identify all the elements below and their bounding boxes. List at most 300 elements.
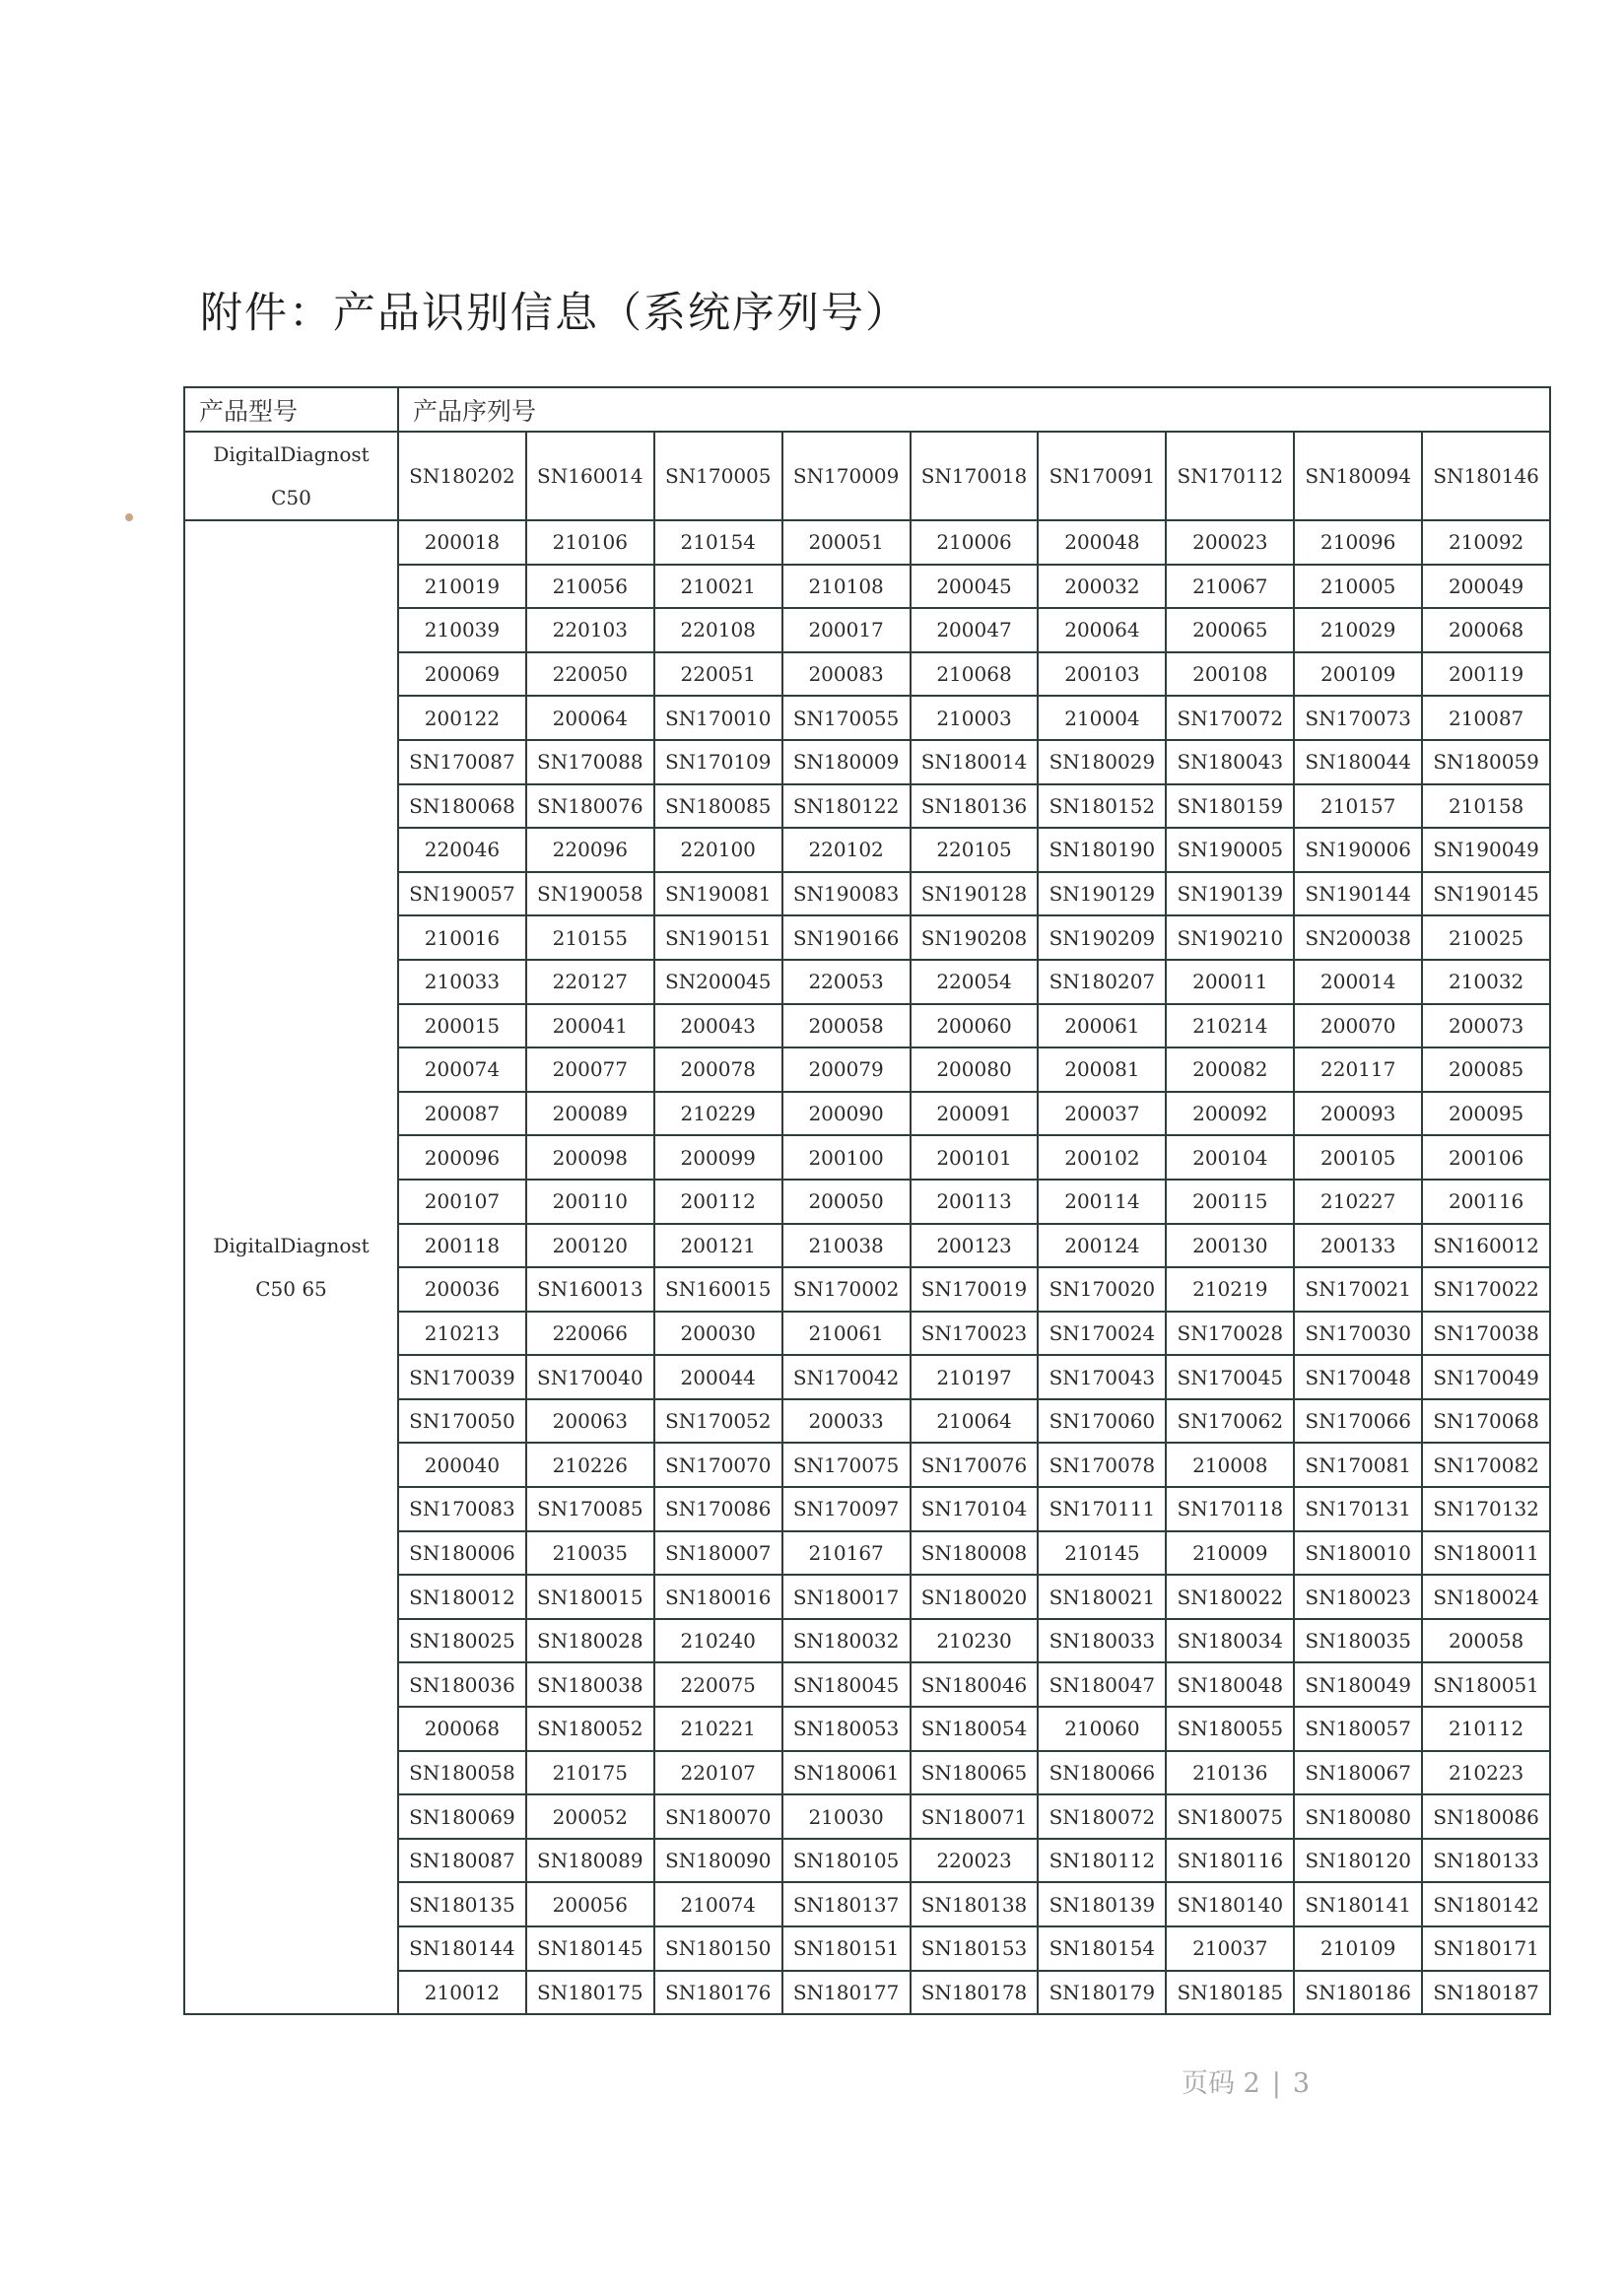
serial-number-cell: SN170018 xyxy=(911,432,1039,520)
serial-number-cell: SN190208 xyxy=(911,915,1039,960)
serial-number-cell: SN170087 xyxy=(398,740,526,784)
serial-number-cell: 210068 xyxy=(911,652,1039,697)
serial-number-cell: SN180122 xyxy=(782,784,911,829)
serial-number-cell: SN180159 xyxy=(1166,784,1294,829)
serial-number-cell: 220105 xyxy=(911,828,1039,872)
serial-number-cell: SN180017 xyxy=(782,1575,911,1619)
serial-number-cell: 210112 xyxy=(1422,1707,1550,1751)
serial-number-cell: 210003 xyxy=(911,696,1039,740)
serial-number-cell: 210145 xyxy=(1038,1531,1166,1576)
serial-number-cell: 210016 xyxy=(398,915,526,960)
serial-number-cell: 200118 xyxy=(398,1224,526,1268)
serial-number-cell: SN180055 xyxy=(1166,1707,1294,1751)
serial-number-cell: 210108 xyxy=(782,565,911,609)
serial-number-cell: SN190210 xyxy=(1166,915,1294,960)
serial-number-cell: SN170030 xyxy=(1294,1312,1422,1356)
serial-number-cell: SN180070 xyxy=(654,1794,782,1839)
header-serial-number: 产品序列号 xyxy=(398,387,1550,432)
serial-number-cell: SN180150 xyxy=(654,1926,782,1971)
serial-number-cell: 200036 xyxy=(398,1267,526,1312)
serial-number-cell: 200133 xyxy=(1294,1224,1422,1268)
serial-number-cell: 210060 xyxy=(1038,1707,1166,1751)
serial-number-cell: SN180141 xyxy=(1294,1882,1422,1926)
serial-number-cell: 210226 xyxy=(526,1443,654,1487)
serial-number-cell: SN180080 xyxy=(1294,1794,1422,1839)
serial-number-cell: SN190144 xyxy=(1294,872,1422,916)
serial-number-cell: SN170005 xyxy=(654,432,782,520)
serial-number-table xyxy=(183,386,1551,2015)
serial-number-cell: 200077 xyxy=(526,1047,654,1092)
serial-number-cell: 220046 xyxy=(398,828,526,872)
serial-number-cell: 200096 xyxy=(398,1135,526,1180)
serial-number-cell: SN180067 xyxy=(1294,1751,1422,1795)
product-model-line: C50 65 xyxy=(255,1277,327,1302)
serial-number-cell: SN180045 xyxy=(782,1662,911,1707)
serial-number-cell: 200121 xyxy=(654,1224,782,1268)
serial-number-cell: SN180021 xyxy=(1038,1575,1166,1619)
serial-number-cell: SN190139 xyxy=(1166,872,1294,916)
serial-number-cell: SN180146 xyxy=(1422,432,1550,520)
serial-number-cell: SN180046 xyxy=(911,1662,1039,1707)
serial-number-cell: SN180008 xyxy=(911,1531,1039,1576)
serial-number-cell: SN180094 xyxy=(1294,432,1422,520)
serial-number-cell: SN190081 xyxy=(654,872,782,916)
serial-number-cell: SN180135 xyxy=(398,1882,526,1926)
serial-number-cell: 210039 xyxy=(398,608,526,652)
serial-number-cell: 200115 xyxy=(1166,1180,1294,1224)
serial-number-cell: 200124 xyxy=(1038,1224,1166,1268)
serial-number-cell: 220107 xyxy=(654,1751,782,1795)
serial-number-cell: SN190166 xyxy=(782,915,911,960)
serial-number-cell: 200119 xyxy=(1422,652,1550,697)
serial-number-cell: SN170052 xyxy=(654,1399,782,1444)
serial-number-cell: SN180120 xyxy=(1294,1839,1422,1883)
serial-number-cell: 200123 xyxy=(911,1224,1039,1268)
serial-number-cell: 210136 xyxy=(1166,1751,1294,1795)
serial-number-cell: 210009 xyxy=(1166,1531,1294,1576)
serial-number-cell: SN180142 xyxy=(1422,1882,1550,1926)
serial-number-cell: SN180112 xyxy=(1038,1839,1166,1883)
serial-number-cell: SN190145 xyxy=(1422,872,1550,916)
serial-number-cell: 200063 xyxy=(526,1399,654,1444)
serial-number-cell: SN180034 xyxy=(1166,1619,1294,1663)
serial-number-cell: 210033 xyxy=(398,960,526,1004)
serial-number-cell: 200058 xyxy=(1422,1619,1550,1663)
serial-number-cell: SN170002 xyxy=(782,1267,911,1312)
serial-number-cell: 200079 xyxy=(782,1047,911,1092)
serial-number-cell: SN170039 xyxy=(398,1355,526,1399)
serial-number-cell: SN180014 xyxy=(911,740,1039,784)
serial-number-cell: SN170073 xyxy=(1294,696,1422,740)
serial-number-cell: SN180089 xyxy=(526,1839,654,1883)
serial-number-cell: SN190005 xyxy=(1166,828,1294,872)
serial-number-cell: 210035 xyxy=(526,1531,654,1576)
serial-number-cell: 210167 xyxy=(782,1531,911,1576)
page-number xyxy=(1182,2061,1310,2100)
serial-number-cell: SN180105 xyxy=(782,1839,911,1883)
serial-number-cell: 220053 xyxy=(782,960,911,1004)
serial-number-cell: SN180047 xyxy=(1038,1662,1166,1707)
serial-number-cell: 200069 xyxy=(398,652,526,697)
serial-number-cell: 220066 xyxy=(526,1312,654,1356)
page-current: 2 xyxy=(1243,2068,1260,2099)
serial-number-cell: 220103 xyxy=(526,608,654,652)
serial-number-cell: SN180006 xyxy=(398,1531,526,1576)
serial-number-cell: SN180023 xyxy=(1294,1575,1422,1619)
product-model-line: C50 xyxy=(271,486,311,509)
serial-number-cell: 210037 xyxy=(1166,1926,1294,1971)
serial-number-cell: 200047 xyxy=(911,608,1039,652)
serial-number-cell: SN180015 xyxy=(526,1575,654,1619)
header-model: 产品型号 xyxy=(184,387,398,432)
serial-number-cell: SN180009 xyxy=(782,740,911,784)
serial-number-cell: SN180012 xyxy=(398,1575,526,1619)
page-total: 3 xyxy=(1292,2068,1311,2099)
serial-number-cell: 200110 xyxy=(526,1180,654,1224)
serial-number-cell: SN170097 xyxy=(782,1487,911,1531)
serial-number-cell: SN180177 xyxy=(782,1971,911,2015)
serial-number-cell: 220023 xyxy=(911,1839,1039,1883)
serial-number-cell: SN180029 xyxy=(1038,740,1166,784)
serial-number-cell: 200130 xyxy=(1166,1224,1294,1268)
serial-number-cell: SN180065 xyxy=(911,1751,1039,1795)
serial-number-cell: SN170050 xyxy=(398,1399,526,1444)
serial-number-cell: 200045 xyxy=(911,565,1039,609)
serial-number-cell: SN180187 xyxy=(1422,1971,1550,2015)
serial-number-cell: 200113 xyxy=(911,1180,1039,1224)
serial-number-cell: 210021 xyxy=(654,565,782,609)
serial-number-cell: 210221 xyxy=(654,1707,782,1751)
serial-number-cell: 210230 xyxy=(911,1619,1039,1663)
serial-number-cell: SN170088 xyxy=(526,740,654,784)
serial-number-cell: 200017 xyxy=(782,608,911,652)
serial-number-cell: 210157 xyxy=(1294,784,1422,829)
serial-number-cell: 200102 xyxy=(1038,1135,1166,1180)
serial-number-cell: 200068 xyxy=(398,1707,526,1751)
serial-number-cell: SN180154 xyxy=(1038,1926,1166,1971)
serial-number-cell: 220050 xyxy=(526,652,654,697)
page-title: 附件：产品识别信息（系统序列号） xyxy=(200,289,910,338)
table-header-row xyxy=(184,387,1550,432)
serial-number-cell: SN170072 xyxy=(1166,696,1294,740)
serial-number-cell: 210214 xyxy=(1166,1004,1294,1048)
serial-number-cell: SN170043 xyxy=(1038,1355,1166,1399)
serial-number-cell: SN180139 xyxy=(1038,1882,1166,1926)
serial-number-cell: 210240 xyxy=(654,1619,782,1663)
serial-number-cell: 200109 xyxy=(1294,652,1422,697)
product-model-line: DigitalDiagnost xyxy=(213,442,370,466)
serial-number-cell: 210029 xyxy=(1294,608,1422,652)
serial-number-cell: 210154 xyxy=(654,520,782,565)
serial-number-cell: SN170060 xyxy=(1038,1399,1166,1444)
serial-number-cell: SN170086 xyxy=(654,1487,782,1531)
serial-number-cell: 200050 xyxy=(782,1180,911,1224)
serial-number-cell: SN170019 xyxy=(911,1267,1039,1312)
serial-number-cell: 200092 xyxy=(1166,1092,1294,1136)
serial-number-cell: SN180071 xyxy=(911,1794,1039,1839)
serial-number-cell: 210012 xyxy=(398,1971,526,2015)
serial-number-cell: 210175 xyxy=(526,1751,654,1795)
serial-number-cell: 210092 xyxy=(1422,520,1550,565)
serial-number-cell: SN170028 xyxy=(1166,1312,1294,1356)
serial-number-cell: SN170021 xyxy=(1294,1267,1422,1312)
serial-number-cell: SN180202 xyxy=(398,432,526,520)
serial-number-cell: SN180136 xyxy=(911,784,1039,829)
serial-number-cell: SN190083 xyxy=(782,872,911,916)
serial-number-cell: SN160014 xyxy=(526,432,654,520)
serial-number-cell: 200018 xyxy=(398,520,526,565)
serial-number-cell: SN180035 xyxy=(1294,1619,1422,1663)
serial-number-cell: SN180144 xyxy=(398,1926,526,1971)
serial-number-cell: 210056 xyxy=(526,565,654,609)
serial-number-cell: SN180049 xyxy=(1294,1662,1422,1707)
serial-number-cell: SN180036 xyxy=(398,1662,526,1707)
serial-number-cell: SN180043 xyxy=(1166,740,1294,784)
serial-number-cell: 200098 xyxy=(526,1135,654,1180)
serial-number-cell: 200011 xyxy=(1166,960,1294,1004)
serial-number-cell: SN180185 xyxy=(1166,1971,1294,2015)
serial-number-cell: 200099 xyxy=(654,1135,782,1180)
serial-number-cell: SN170109 xyxy=(654,740,782,784)
serial-number-cell: SN170112 xyxy=(1166,432,1294,520)
serial-number-cell: 210074 xyxy=(654,1882,782,1926)
serial-number-cell: 210061 xyxy=(782,1312,911,1356)
serial-number-cell: 200061 xyxy=(1038,1004,1166,1048)
serial-number-cell: 200064 xyxy=(526,696,654,740)
serial-number-cell: SN180190 xyxy=(1038,828,1166,872)
serial-number-cell: 200078 xyxy=(654,1047,782,1092)
serial-number-cell: SN180137 xyxy=(782,1882,911,1926)
serial-number-cell: SN170111 xyxy=(1038,1487,1166,1531)
serial-number-cell: SN180020 xyxy=(911,1575,1039,1619)
serial-number-cell: SN170042 xyxy=(782,1355,911,1399)
serial-number-cell: SN180171 xyxy=(1422,1926,1550,1971)
serial-number-cell: SN180053 xyxy=(782,1707,911,1751)
serial-number-cell: SN190128 xyxy=(911,872,1039,916)
serial-number-cell: SN170070 xyxy=(654,1443,782,1487)
serial-number-cell: SN180186 xyxy=(1294,1971,1422,2015)
serial-number-cell: 220075 xyxy=(654,1662,782,1707)
serial-number-cell: SN180061 xyxy=(782,1751,911,1795)
serial-number-cell: 200040 xyxy=(398,1443,526,1487)
serial-number-cell: SN160012 xyxy=(1422,1224,1550,1268)
serial-number-cell: 200058 xyxy=(782,1004,911,1048)
serial-number-cell: 200060 xyxy=(911,1004,1039,1048)
serial-number-cell: 210005 xyxy=(1294,565,1422,609)
serial-number-cell: 200044 xyxy=(654,1355,782,1399)
serial-number-cell: 200023 xyxy=(1166,520,1294,565)
product-model-cell xyxy=(184,520,398,2014)
serial-number-cell: SN180044 xyxy=(1294,740,1422,784)
serial-number-cell: SN170081 xyxy=(1294,1443,1422,1487)
serial-number-cell: 210109 xyxy=(1294,1926,1422,1971)
table-row xyxy=(184,520,1550,565)
serial-number-cell: 200070 xyxy=(1294,1004,1422,1048)
serial-number-cell: 200081 xyxy=(1038,1047,1166,1092)
serial-number-cell: SN180048 xyxy=(1166,1662,1294,1707)
serial-number-cell: SN170022 xyxy=(1422,1267,1550,1312)
serial-number-cell: 200100 xyxy=(782,1135,911,1180)
serial-number-cell: 200048 xyxy=(1038,520,1166,565)
serial-number-cell: SN170091 xyxy=(1038,432,1166,520)
serial-number-cell: 200104 xyxy=(1166,1135,1294,1180)
scan-speck xyxy=(125,513,133,521)
serial-number-cell: SN190151 xyxy=(654,915,782,960)
serial-number-cell: SN170023 xyxy=(911,1312,1039,1356)
serial-number-cell: 200089 xyxy=(526,1092,654,1136)
serial-number-cell: SN170082 xyxy=(1422,1443,1550,1487)
serial-number-cell: SN180116 xyxy=(1166,1839,1294,1883)
serial-number-cell: 200033 xyxy=(782,1399,911,1444)
serial-number-cell: SN170083 xyxy=(398,1487,526,1531)
serial-number-cell: SN180075 xyxy=(1166,1794,1294,1839)
serial-number-cell: SN180066 xyxy=(1038,1751,1166,1795)
serial-number-cell: 200087 xyxy=(398,1092,526,1136)
serial-number-cell: SN180072 xyxy=(1038,1794,1166,1839)
page-separator: | xyxy=(1271,2068,1281,2099)
serial-number-cell: 200101 xyxy=(911,1135,1039,1180)
serial-number-cell: SN190129 xyxy=(1038,872,1166,916)
serial-number-cell: SN180033 xyxy=(1038,1619,1166,1663)
serial-number-cell: SN180024 xyxy=(1422,1575,1550,1619)
serial-number-cell: 210019 xyxy=(398,565,526,609)
serial-number-cell: 200043 xyxy=(654,1004,782,1048)
serial-number-cell: SN180059 xyxy=(1422,740,1550,784)
serial-number-cell: SN170020 xyxy=(1038,1267,1166,1312)
product-model-cell xyxy=(184,432,398,520)
serial-number-cell: SN180151 xyxy=(782,1926,911,1971)
serial-number-cell: SN180028 xyxy=(526,1619,654,1663)
serial-number-cell: SN190057 xyxy=(398,872,526,916)
serial-number-cell: SN180051 xyxy=(1422,1662,1550,1707)
serial-number-cell: 220100 xyxy=(654,828,782,872)
serial-number-cell: SN180176 xyxy=(654,1971,782,2015)
serial-number-cell: SN180022 xyxy=(1166,1575,1294,1619)
serial-number-cell: 200073 xyxy=(1422,1004,1550,1048)
serial-number-cell: SN180032 xyxy=(782,1619,911,1663)
serial-number-cell: SN180007 xyxy=(654,1531,782,1576)
serial-number-cell: SN180016 xyxy=(654,1575,782,1619)
serial-number-cell: 210025 xyxy=(1422,915,1550,960)
serial-number-cell: 210213 xyxy=(398,1312,526,1356)
serial-number-cell: SN170009 xyxy=(782,432,911,520)
serial-number-cell: 220051 xyxy=(654,652,782,697)
serial-number-cell: 200106 xyxy=(1422,1135,1550,1180)
serial-number-cell: SN170045 xyxy=(1166,1355,1294,1399)
serial-number-cell: SN180054 xyxy=(911,1707,1039,1751)
serial-number-cell: SN190209 xyxy=(1038,915,1166,960)
serial-number-cell: 200056 xyxy=(526,1882,654,1926)
serial-number-cell: SN180068 xyxy=(398,784,526,829)
serial-number-cell: 200091 xyxy=(911,1092,1039,1136)
serial-number-cell: SN180152 xyxy=(1038,784,1166,829)
serial-number-cell: 200065 xyxy=(1166,608,1294,652)
serial-number-cell: 210096 xyxy=(1294,520,1422,565)
serial-number-cell: 200114 xyxy=(1038,1180,1166,1224)
serial-number-cell: 220127 xyxy=(526,960,654,1004)
serial-number-cell: SN180058 xyxy=(398,1751,526,1795)
serial-number-cell: 210197 xyxy=(911,1355,1039,1399)
serial-number-cell: SN180010 xyxy=(1294,1531,1422,1576)
serial-number-cell: SN180011 xyxy=(1422,1531,1550,1576)
serial-number-cell: SN180178 xyxy=(911,1971,1039,2015)
serial-number-cell: SN170131 xyxy=(1294,1487,1422,1531)
serial-number-cell: 200093 xyxy=(1294,1092,1422,1136)
serial-number-cell: SN170078 xyxy=(1038,1443,1166,1487)
serial-number-cell: 200095 xyxy=(1422,1092,1550,1136)
serial-number-cell: 200014 xyxy=(1294,960,1422,1004)
serial-number-cell: SN170055 xyxy=(782,696,911,740)
serial-number-cell: 210006 xyxy=(911,520,1039,565)
serial-number-cell: SN170085 xyxy=(526,1487,654,1531)
serial-number-cell: SN170104 xyxy=(911,1487,1039,1531)
serial-number-cell: 200112 xyxy=(654,1180,782,1224)
serial-number-cell: SN160015 xyxy=(654,1267,782,1312)
serial-number-cell: 200030 xyxy=(654,1312,782,1356)
serial-number-cell: SN170066 xyxy=(1294,1399,1422,1444)
serial-number-cell: SN200038 xyxy=(1294,915,1422,960)
serial-number-cell: SN180069 xyxy=(398,1794,526,1839)
serial-number-cell: 210004 xyxy=(1038,696,1166,740)
serial-number-cell: SN180138 xyxy=(911,1882,1039,1926)
serial-number-cell: SN170010 xyxy=(654,696,782,740)
serial-number-cell: SN170024 xyxy=(1038,1312,1166,1356)
serial-number-cell: 200082 xyxy=(1166,1047,1294,1092)
serial-number-cell: SN190049 xyxy=(1422,828,1550,872)
serial-number-cell: SN180086 xyxy=(1422,1794,1550,1839)
serial-number-cell: 200037 xyxy=(1038,1092,1166,1136)
serial-number-cell: 200107 xyxy=(398,1180,526,1224)
serial-number-cell: SN180057 xyxy=(1294,1707,1422,1751)
serial-number-cell: 220117 xyxy=(1294,1047,1422,1092)
serial-number-cell: 200015 xyxy=(398,1004,526,1048)
serial-number-cell: SN190058 xyxy=(526,872,654,916)
product-model-line: DigitalDiagnost xyxy=(213,1234,370,1258)
serial-number-cell: SN180153 xyxy=(911,1926,1039,1971)
serial-number-cell: 200090 xyxy=(782,1092,911,1136)
serial-number-cell: SN170068 xyxy=(1422,1399,1550,1444)
serial-number-cell: 210067 xyxy=(1166,565,1294,609)
serial-number-cell: 200122 xyxy=(398,696,526,740)
serial-number-cell: SN180133 xyxy=(1422,1839,1550,1883)
serial-number-cell: SN180207 xyxy=(1038,960,1166,1004)
serial-number-cell: SN170076 xyxy=(911,1443,1039,1487)
table-row xyxy=(184,432,1550,520)
serial-number-cell: 210064 xyxy=(911,1399,1039,1444)
serial-number-cell: SN170132 xyxy=(1422,1487,1550,1531)
serial-number-cell: 210227 xyxy=(1294,1180,1422,1224)
serial-number-cell: SN170038 xyxy=(1422,1312,1550,1356)
serial-number-cell: 200041 xyxy=(526,1004,654,1048)
serial-number-cell: 200032 xyxy=(1038,565,1166,609)
serial-number-cell: SN170062 xyxy=(1166,1399,1294,1444)
serial-number-cell: 200080 xyxy=(911,1047,1039,1092)
serial-number-cell: SN160013 xyxy=(526,1267,654,1312)
serial-number-cell: 210219 xyxy=(1166,1267,1294,1312)
serial-number-cell: SN170040 xyxy=(526,1355,654,1399)
serial-number-cell: SN180038 xyxy=(526,1662,654,1707)
serial-number-cell: 210038 xyxy=(782,1224,911,1268)
serial-number-cell: 200116 xyxy=(1422,1180,1550,1224)
serial-number-cell: 210106 xyxy=(526,520,654,565)
serial-number-cell: 200083 xyxy=(782,652,911,697)
serial-number-cell: 210008 xyxy=(1166,1443,1294,1487)
serial-number-cell: 220108 xyxy=(654,608,782,652)
serial-number-cell: 200049 xyxy=(1422,565,1550,609)
serial-number-cell: 200052 xyxy=(526,1794,654,1839)
serial-number-cell: SN180145 xyxy=(526,1926,654,1971)
serial-number-cell: SN180076 xyxy=(526,784,654,829)
